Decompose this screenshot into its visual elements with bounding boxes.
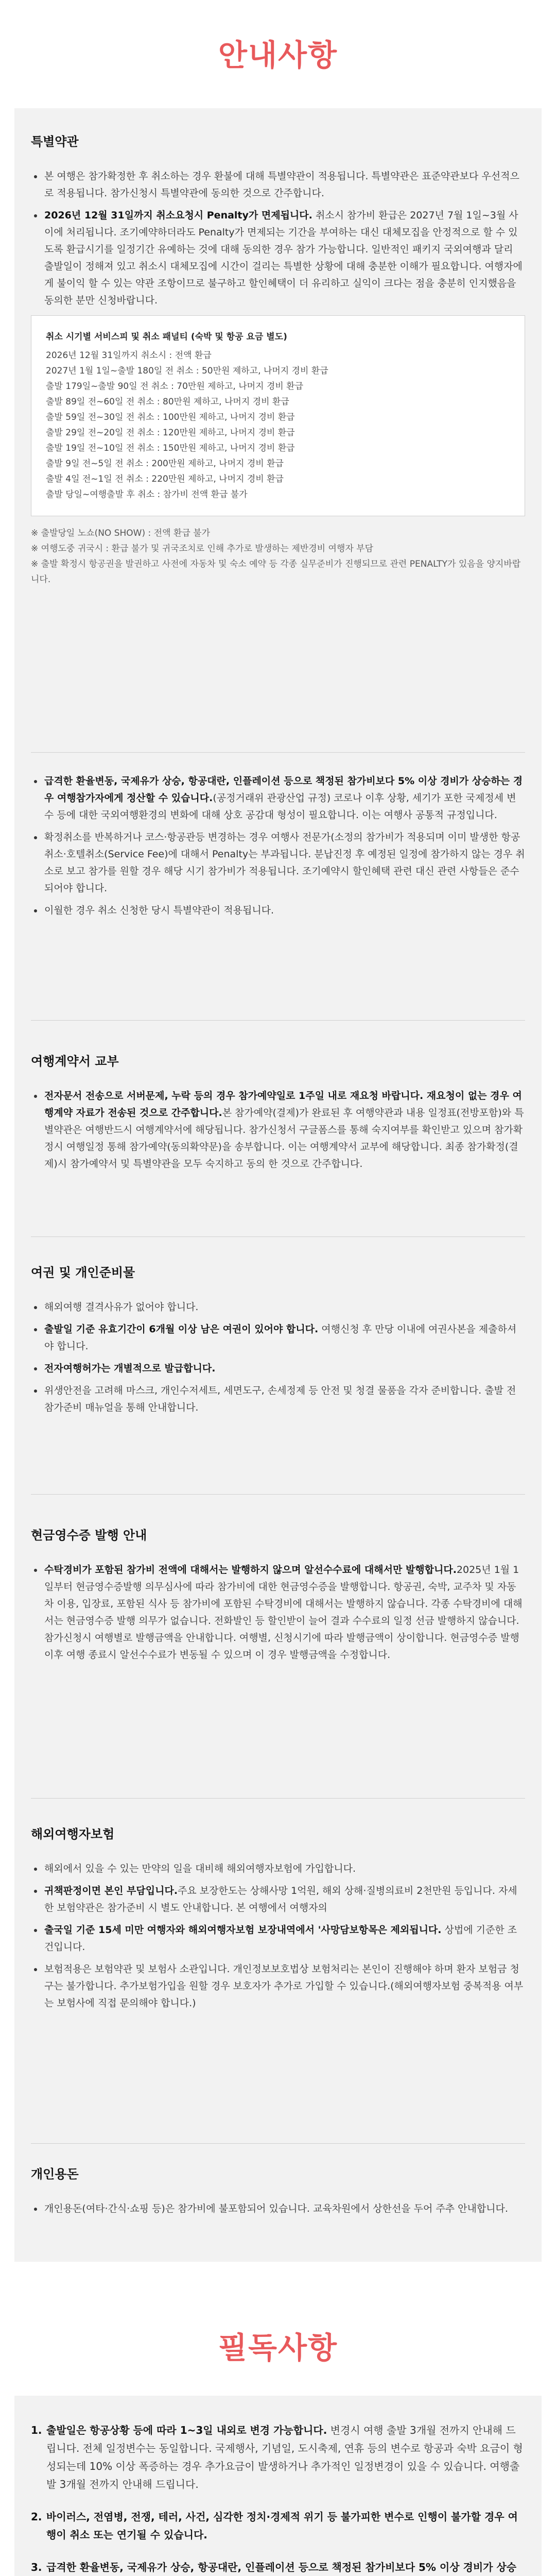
bold-text: 급격한 환율변동, 국제유가 상승, 항공대란, 인플레이션 등으로 책정된 참가비보다 5% 이상 경비가 상승 bbox=[46, 2561, 517, 2573]
divider bbox=[31, 1798, 525, 1799]
item-text: 보험적용은 보험약관 및 보험사 소관입니다. 개인정보보호법상 보험처리는 본인이 진행해야 하며 환자 보험금 청구는 불가합니다. 추가보험가입을 원할 경우 보호자가 추가로 가입할 수 있습니다.(해외여행자보험 중복적용 여부는 보험사에 직접 문의해야 합니다.) bbox=[44, 1963, 524, 2009]
divider bbox=[31, 1494, 525, 1495]
insurance-list bbox=[31, 1860, 525, 2012]
caution-item bbox=[31, 2508, 525, 2544]
receipt-section bbox=[31, 1525, 525, 1669]
divider bbox=[31, 2143, 525, 2144]
list-item bbox=[31, 902, 525, 919]
caution-item bbox=[31, 2421, 525, 2494]
contract-list bbox=[31, 1088, 525, 1173]
list-item bbox=[31, 1922, 525, 1956]
item-number: 2. bbox=[31, 2511, 42, 2523]
item-number: 1. bbox=[31, 2424, 42, 2436]
item-text: 위생안전을 고려해 마스크, 개인수저세트, 세면도구, 손세정제 등 안전 및 청결 물품을 각자 준비합니다. 출발 전 참가준비 매뉴얼을 통해 안내합니다. bbox=[44, 1385, 516, 1413]
list-item bbox=[31, 315, 525, 516]
insurance-heading: 해외여행자보험 bbox=[31, 1827, 115, 1841]
contract-heading: 여행계약서 교부 bbox=[31, 1054, 119, 1069]
item-text: 본 여행은 참가확정한 후 취소하는 경우 환불에 대해 특별약관이 적용됩니다. 특별약관은 표준약관보다 우선적으로 적용됩니다. 참가신청시 특별약관에 동의한 것으로 간주합니다. bbox=[44, 171, 519, 199]
penalty-line: 출발 59일 전~30일 전 취소 : 100만원 제하고, 나머지 경비 환급 bbox=[46, 412, 295, 422]
bold-text: 전자여행허가는 개별적으로 발급합니다. bbox=[44, 1363, 216, 1374]
insurance-section bbox=[31, 1824, 525, 2017]
item-text: 상법에 기준한 조건입니다. bbox=[44, 1924, 517, 1953]
bold-text: 수탁경비가 포함된 참가비 전액에 대해서는 발행하지 않으며 알선수수료에 대해서만 발행합니다. bbox=[44, 1564, 457, 1575]
bold-text: 2026년 12월 31일까지 취소요청시 Penalty가 면제됩니다. bbox=[44, 210, 312, 221]
receipt-heading: 현금영수증 발행 안내 bbox=[31, 1528, 147, 1543]
list-item bbox=[31, 1860, 525, 1877]
list-item bbox=[31, 829, 525, 897]
item-text: 해외여행 결격사유가 없어야 합니다. bbox=[44, 1301, 199, 1313]
penalty-note: ※ 여행도중 귀국시 : 환급 불가 및 귀국조치로 인해 추가로 발생하는 제반경비 여행자 부담 bbox=[31, 544, 373, 554]
caution-title: 필독사항 bbox=[218, 2330, 338, 2365]
divider bbox=[31, 752, 525, 753]
general-terms-section bbox=[31, 773, 525, 924]
divider bbox=[31, 1020, 525, 1021]
item-text: 본 참가예약(결제)가 완료된 후 여행약관과 내용 일정표(전방포함)와 특별약관은 여행반드시 여행계약서에 해당됩니다. 참가신청서 구글폼스를 통해 숙지여부를 확인받고 있으며 참가확정시 여행일정 통해 참가예약(동의확약문)을 송부합니다. 이는 여행계약서 교부에 해당합니다. 최종 참가확정(결제)시 참가예약서 및 특별약관을 모두 숙지하고 동의 한 것으로 간주합니다. bbox=[44, 1107, 524, 1170]
item-text: 해외에서 있을 수 있는 만약의 일을 대비해 해외여행자보험에 가입합니다. bbox=[44, 1863, 356, 1874]
passport-list bbox=[31, 1299, 525, 1416]
item-text: (공정거래위 관광산업 규정) 코로나 이후 상황, 세기가 포한 국제정세 변수 등에 대한 국외여행환경의 변화에 대해 상호 공감대 형성이 필요합니다. 이는 여행사 공통적 규정입니다. bbox=[44, 792, 516, 821]
caution-list bbox=[31, 2421, 525, 2576]
special-terms-list bbox=[31, 168, 525, 516]
caution-item bbox=[31, 2558, 525, 2576]
privacy-section bbox=[31, 2164, 525, 2223]
special-terms-heading: 특별약관 bbox=[31, 134, 79, 149]
item-text: 2025년 1월 1일부터 현금영수증발행 의무심사에 따라 참가비에 대한 현금영수증을 발행합니다. bbox=[44, 1564, 519, 1592]
penalty-line: 출발 29일 전~20일 전 취소 : 120만원 제하고, 나머지 경비 환급 bbox=[46, 428, 295, 438]
bold-text: 바이러스, 전염병, 전쟁, 테러, 사건, 심각한 정치·경제적 위기 등 불가피한 변수로 인행이 불가할 경우 여행이 취소 또는 연기될 수 있습니다. bbox=[46, 2511, 518, 2541]
notice-title: 안내사항 bbox=[218, 38, 338, 73]
contract-section bbox=[31, 1051, 525, 1178]
item-text: 개인용돈(여타·간식·쇼핑 등)은 참가비에 불포함되어 있습니다. 교육차원에서 상한선을 두어 주추 안내합니다. bbox=[44, 2203, 508, 2214]
caution-section bbox=[31, 2421, 525, 2576]
list-item bbox=[31, 1321, 525, 1355]
item-text: 항공권, 숙박, 교주차 및 자동차 이용, 입장료, 포함된 식사 등 참가비에 포함된 수탁경비에 대해서는 발행하지 않습니다. 각종 수탁경비에 대해서는 현금영수증 발행 의무가 없습니다. 전화발인 등 할인받이 늘어 결과 수수료의 일정 선금 발행하지 않습니다. 참가신청시 여행별로 발행금액을 안내합니다. 여행별, 신청시기에 따라 발행금액이 상이합니다. 현금영수증 발행 이후 여행 종료시 알선수수료가 변동될 수 있으며 이 경우 발행금액을 수정합니다. bbox=[44, 1581, 523, 1660]
special-terms-section bbox=[31, 131, 525, 596]
penalty-line: 출발 9일 전~5일 전 취소 : 200만원 제하고, 나머지 경비 환급 bbox=[46, 459, 284, 469]
privacy-list bbox=[31, 2200, 525, 2217]
penalty-line: 2027년 1월 1일~출발 180일 전 취소 : 50만원 제하고, 나머지 경비 환급 bbox=[46, 366, 328, 376]
item-text: 변경시 여행 출발 3개월 전까지 안내해 드립니다. 전체 일정변수는 동일합니다. 국제행사, 기념일, 도시축제, 연휴 등의 변수로 항공과 숙박 요금이 형성되는데 10% 이상 폭증하는 경우 추가요금이 발생하거나 추가적인 일정변경이 있을 수 있습니다. 여행출발 3개월 전까지 안내해 드립니다. bbox=[46, 2424, 523, 2490]
bold-text: 출국일 기준 15세 미만 여행자와 해외여행자보험 보장내역에서 '사망담보항목은 제외됩니다. bbox=[44, 1924, 442, 1936]
passport-section bbox=[31, 1262, 525, 1421]
divider bbox=[31, 1236, 525, 1237]
item-text: 여행신청 후 만당 이내에 여권사본을 제출하셔야 합니다. bbox=[44, 1324, 517, 1352]
item-text: 취소시 참가비 환급은 2027년 7월 1일~3월 사이에 처리됩니다. 조기예약하더라도 Penalty가 면제되는 기간을 부여하는 대신 대체모집을 안정적으로 할 수 있도록 환급시기를 일정기간 유예하는 것에 대해 동의한 경우 참가 가능합니다. 일반적인 패키지 국외여행과 달리 출발일이 정해져 있고 취소시 대체모집에 시간이 걸리는 특별한 상황에 대해 충분한 이해가 필요합니다. 여행자에게 불이익 할 수 있는 약관 조항이므로 불구하고 할인혜택이 더 유리하고 실익이 크다는 점을 충분히 인지했음을 동의한 분만 신청바랍니다. bbox=[44, 210, 523, 306]
item-text: 주요 보장한도는 상해사망 1억원, 해외 상해·질병의료비 2천만원 등입니다. 자세한 보험약관은 참가준비 시 별도 안내합니다. 본 여행에서 여행자의 bbox=[44, 1885, 517, 1913]
penalty-note: ※ 출발당일 노쇼(NO SHOW) : 전액 환급 불가 bbox=[31, 528, 210, 538]
bold-text: 급격한 환율변동, 국제유가 상승, 항공대란, 인플레이션 등으로 책정된 참가비보다 5% 이상 경비가 상승하는 경우 여행참가자에게 정산할 수 있습니다. bbox=[44, 775, 523, 804]
bold-text: 전자문서 전송으로 서버문제, 누락 등의 경우 참가예약일로 1주일 내로 재요청 바랍니다. 재요청이 없는 경우 여행계약 자료가 전송된 것으로 간주합니다. bbox=[44, 1090, 522, 1118]
bold-text: 귀책판정이면 본인 부담입니다. bbox=[44, 1885, 178, 1896]
item-number: 3. bbox=[31, 2561, 42, 2573]
penalty-line: 출발 89일 전~60일 전 취소 : 80만원 제하고, 나머지 경비 환급 bbox=[46, 397, 289, 407]
privacy-heading: 개인용돈 bbox=[31, 2167, 79, 2181]
penalty-note: ※ 출발 확정시 항공권을 발권하고 사전에 자동차 및 숙소 예약 등 각종 실무준비가 진행되므로 관련 PENALTY가 있음을 양지바랍니다. bbox=[31, 559, 521, 585]
penalty-line: 출발 4일 전~1일 전 취소 : 220만원 제하고, 나머지 경비 환급 bbox=[46, 474, 284, 484]
general-terms-list bbox=[31, 773, 525, 919]
bold-text: 출발일은 항공상황 등에 따라 1~3일 내외로 변경 가능합니다. bbox=[46, 2424, 327, 2436]
penalty-line: 2026년 12월 31일까지 취소시 : 전액 환급 bbox=[46, 350, 212, 361]
list-item bbox=[31, 1961, 525, 2012]
passport-heading: 여권 및 개인준비물 bbox=[31, 1265, 135, 1280]
list-item bbox=[31, 1562, 525, 1664]
list-item bbox=[31, 1382, 525, 1416]
receipt-list bbox=[31, 1562, 525, 1664]
list-item bbox=[31, 773, 525, 824]
list-item bbox=[31, 207, 525, 309]
penalty-table-title: 취소 시기별 서비스피 및 취소 패널티 (숙박 및 항공 요금 별도) bbox=[46, 332, 287, 342]
list-item bbox=[31, 168, 525, 202]
list-item bbox=[31, 1299, 525, 1316]
list-item bbox=[31, 2200, 525, 2217]
penalty-line: 출발 179일~출발 90일 전 취소 : 70만원 제하고, 나머지 경비 환급 bbox=[46, 381, 303, 392]
list-item bbox=[31, 1360, 525, 1377]
list-item bbox=[31, 1088, 525, 1173]
list-item bbox=[31, 1883, 525, 1917]
item-text: 이월한 경우 취소 신청한 당시 특별약관이 적용됩니다. bbox=[44, 905, 274, 916]
item-text: 확정취소를 반복하거나 코스·항공관등 변경하는 경우 여행사 전문가(소정의 참가비가 적용되며 이미 발생한 항공취소·호텔취소(Service Fee)에 대해서 Penalty는 부과됩니다. 분납진정 후 예정된 일정에 참가하지 않는 경우 취소로 보고 참가를 원할 경우 해당 시기 참가비가 적용됩니다. 조기예약시 할인혜택 관련 대신 관련 사항들은 준수되어야 합니다. bbox=[44, 832, 525, 894]
penalty-notes bbox=[31, 526, 525, 587]
bold-text: 출발일 기준 유효기간이 6개월 이상 남은 여권이 있어야 합니다. bbox=[44, 1324, 319, 1335]
penalty-line: 출발 당일~여행출발 후 취소 : 참가비 전액 환급 불가 bbox=[46, 489, 248, 500]
penalty-table bbox=[31, 315, 525, 516]
penalty-line: 출발 19일 전~10일 전 취소 : 150만원 제하고, 나머지 경비 환급 bbox=[46, 443, 295, 453]
